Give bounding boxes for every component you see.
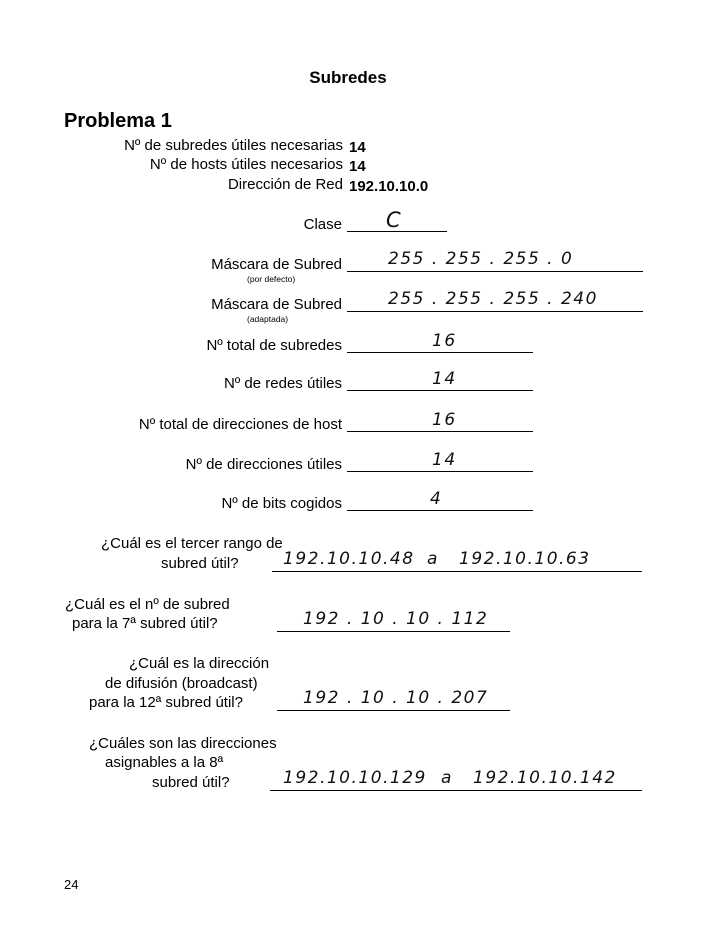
adapted-mask-note: (adaptada): [247, 314, 289, 324]
bits-borrowed-answer-line: [347, 510, 533, 511]
network-address-label: Dirección de Red: [227, 176, 343, 193]
problem-heading: Problema 1: [64, 110, 172, 132]
hosts-needed-label: Nº de hosts útiles necesarios: [149, 156, 343, 173]
bits-borrowed-answer: 4: [430, 489, 443, 509]
total-hosts-answer-line: [347, 431, 533, 432]
question-4-line-2: asignables a la 8ª: [105, 754, 224, 771]
bits-borrowed-label: Nº de bits cogidos: [221, 495, 342, 512]
question-1-answer-line: [272, 571, 642, 572]
question-2-answer-line: [277, 631, 510, 632]
question-4-line-1: ¿Cuáles son las direcciones: [89, 735, 277, 752]
question-3-line-1: ¿Cuál es la dirección: [129, 655, 270, 672]
default-mask-note: (por defecto): [247, 274, 296, 284]
total-hosts-answer: 16: [432, 410, 457, 430]
class-label: Clase: [303, 216, 342, 233]
question-1-line-1: ¿Cuál es el tercer rango de: [101, 535, 283, 552]
class-answer: C: [386, 208, 403, 232]
useful-hosts-answer-line: [347, 471, 533, 472]
question-4-answer-line: [270, 790, 642, 791]
page-number: 24: [64, 877, 79, 892]
question-4-connector: a: [441, 768, 453, 788]
subnets-needed-label: Nº de subredes útiles necesarias: [124, 137, 343, 154]
question-1-line-2: subred útil?: [161, 555, 239, 572]
default-mask-label: Máscara de Subred: [211, 256, 342, 273]
question-1-answer-to: 192.10.10.63: [459, 549, 591, 569]
total-subnets-answer-line: [347, 352, 533, 353]
useful-nets-label: Nº de redes útiles: [223, 375, 342, 392]
adapted-mask-answer-line: [347, 311, 643, 312]
question-4-line-3: subred útil?: [152, 774, 230, 791]
hosts-needed-value: 14: [349, 158, 366, 175]
question-3-line-2: de difusión (broadcast): [105, 675, 258, 692]
question-1-answer-from: 192.10.10.48: [283, 549, 415, 569]
total-subnets-label: Nº total de subredes: [206, 337, 342, 354]
question-3-line-3: para la 12ª subred útil?: [89, 694, 243, 711]
useful-hosts-answer: 14: [432, 450, 457, 470]
useful-hosts-label: Nº de direcciones útiles: [185, 456, 342, 473]
default-mask-answer-line: [347, 271, 643, 272]
subnets-needed-value: 14: [349, 139, 366, 156]
network-address-value: 192.10.10.0: [349, 178, 429, 195]
useful-nets-answer-line: [347, 390, 533, 391]
page-title: Subredes: [309, 68, 387, 87]
adapted-mask-answer: 255 . 255 . 255 . 240: [388, 289, 598, 309]
question-2-line-2: para la 7ª subred útil?: [72, 615, 218, 632]
question-1-connector: a: [427, 549, 439, 569]
question-2-line-1: ¿Cuál es el nº de subred: [65, 596, 230, 613]
question-3-answer: 192 . 10 . 10 . 207: [303, 688, 489, 708]
question-4-answer-to: 192.10.10.142: [473, 768, 617, 788]
total-subnets-answer: 16: [432, 331, 457, 351]
adapted-mask-label: Máscara de Subred: [211, 296, 342, 313]
question-2-answer: 192 . 10 . 10 . 112: [303, 609, 489, 629]
question-3-answer-line: [277, 710, 510, 711]
total-hosts-label: Nº total de direcciones de host: [138, 416, 342, 433]
default-mask-answer: 255 . 255 . 255 . 0: [388, 249, 574, 269]
useful-nets-answer: 14: [432, 369, 457, 389]
question-4-answer-from: 192.10.10.129: [283, 768, 427, 788]
